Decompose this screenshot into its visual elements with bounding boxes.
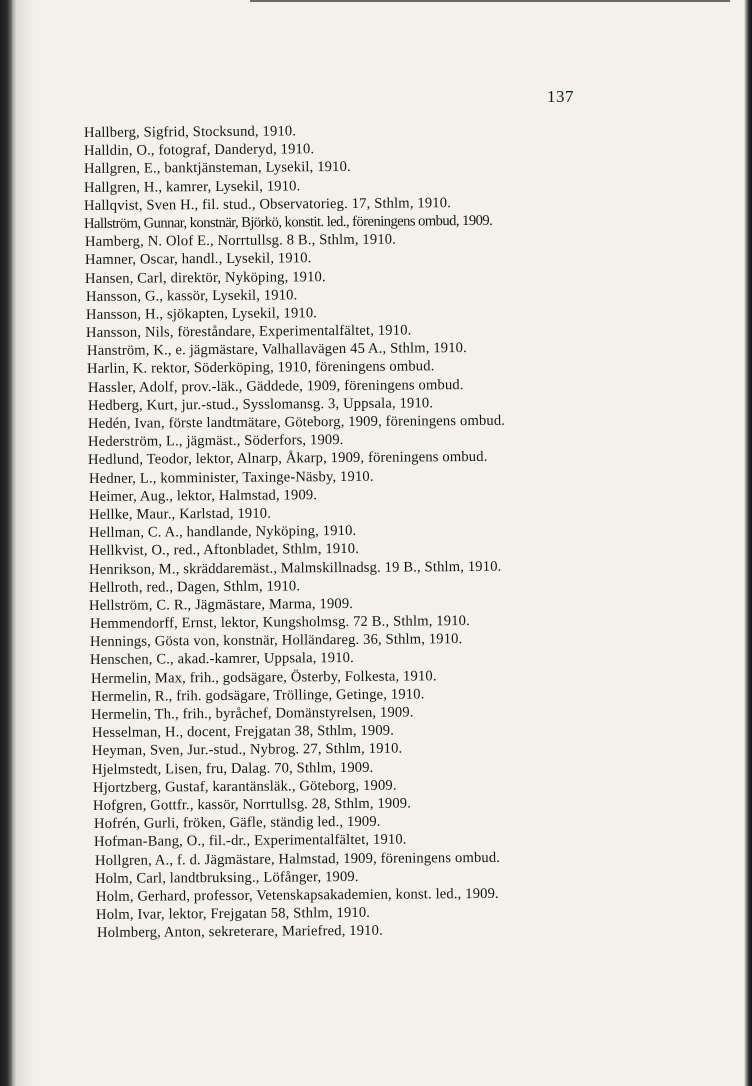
member-entry: Hermelin, R., frih. godsägare, Tröllinge, Getinge, 1910. xyxy=(90,686,425,705)
member-entry: Hermelin, Max, frih., godsägare, Österby, Folkesta, 1910. xyxy=(90,667,437,687)
member-entry: Hansson, Nils, föreståndare, Experimentalfältet, 1910. xyxy=(85,322,412,342)
member-entry: Hederström, L., jägmäst., Söderfors, 1909. xyxy=(87,432,344,451)
member-entry: Hallqvist, Sven H., fil. stud., Observatorieg. 17, Sthlm, 1910. xyxy=(83,194,452,214)
member-entry: Hedberg, Kurt, jur.-stud., Sysslomansg. 3, Uppsala, 1910. xyxy=(87,395,434,414)
member-entry: Hallgren, H., kamrer, Lysekil, 1910. xyxy=(83,177,301,196)
member-entry: Holm, Ivar, lektor, Frejgatan 58, Sthlm, 1910. xyxy=(95,904,371,924)
member-entry: Holmberg, Anton, sekreterare, Mariefred, 1910. xyxy=(96,923,383,942)
member-entry: Harlin, K. rektor, Söderköping, 1910, föreningens ombud. xyxy=(86,358,435,378)
member-entry: Hellkvist, O., red., Aftonbladet, Sthlm, 1910. xyxy=(88,541,360,560)
member-entry: Holm, Gerhard, professor, Vetenskapsakademien, konst. led., 1909. xyxy=(95,885,499,905)
member-entry: Hjortzberg, Gustaf, karantänsläk., Göteborg, 1909. xyxy=(92,777,397,796)
member-entry: Hellroth, red., Dagen, Sthlm, 1910. xyxy=(88,578,301,596)
member-entry: Hassler, Adolf, prov.-läk., Gäddede, 1909, föreningens ombud. xyxy=(87,376,464,396)
member-entry: Heyman, Sven, Jur.-stud., Nybrog. 27, Sthlm, 1910. xyxy=(91,740,403,760)
member-entry: Hofrén, Gurli, fröken, Gäfle, ständig led., 1909. xyxy=(93,813,381,833)
member-entry: Hedlund, Teodor, lektor, Alnarp, Åkarp, 1909, föreningens ombud. xyxy=(87,449,488,469)
member-entry: Hallström, Gunnar, konstnär, Björkö, konstit. led., föreningens ombud, 1909. xyxy=(83,212,493,232)
member-entry: Hofman-Bang, O., fil.-dr., Experimentalfältet, 1910. xyxy=(93,831,407,851)
member-entry: Hollgren, A., f. d. Jägmästare, Halmstad, 1909, föreningens ombud. xyxy=(94,849,501,869)
member-entry: Hedén, Ivan, förste landtmätare, Göteborg, 1909, föreningens ombud. xyxy=(87,412,506,432)
member-entry: Henrikson, M., skräddaremäst., Malmskillnadsg. 19 B., Sthlm, 1910. xyxy=(88,558,502,578)
member-entry: Hansen, Carl, direktör, Nyköping, 1910. xyxy=(84,268,326,287)
member-entry: Hamner, Oscar, handl., Lysekil, 1910. xyxy=(84,250,312,269)
member-entry: Hansson, G., kassör, Lysekil, 1910. xyxy=(85,287,298,305)
member-entry: Heimer, Aug., lektor, Halmstad, 1909. xyxy=(88,486,318,505)
member-entry: Hellke, Maur., Karlstad, 1910. xyxy=(88,505,272,523)
top-edge-line xyxy=(250,0,730,2)
member-entry: Hamberg, N. Olof E., Norrtullsg. 8 B., Sthlm, 1910. xyxy=(84,231,397,251)
member-entry: Hansson, H., sjökapten, Lysekil, 1910. xyxy=(85,305,318,323)
member-entry: Hallgren, E., banktjänsteman, Lysekil, 1910. xyxy=(83,159,351,178)
member-entry: Hemmendorff, Ernst, lektor, Kungsholmsg. 72 B., Sthlm, 1910. xyxy=(89,613,470,633)
right-page-edge xyxy=(744,0,752,1086)
member-entry: Hellström, C. R., Jägmästare, Marma, 1909. xyxy=(88,595,354,614)
member-entry: Hallberg, Sigfrid, Stocksund, 1910. xyxy=(83,123,297,141)
member-entry: Holm, Carl, landtbruksing., Löfånger, 1909. xyxy=(94,868,359,887)
member-entry: Hennings, Gösta von, konstnär, Holländareg. 36, Sthlm, 1910. xyxy=(89,631,463,651)
member-entry: Hofgren, Gottfr., kassör, Norrtullsg. 28, Sthlm, 1909. xyxy=(92,795,412,814)
member-entry: Halldin, O., fotograf, Danderyd, 1910. xyxy=(83,141,315,160)
page-number: 137 xyxy=(547,87,574,106)
binding-shadow xyxy=(14,0,34,1086)
member-entry: Hesselman, H., docent, Frejgatan 38, Sthlm, 1909. xyxy=(91,722,395,742)
member-list xyxy=(84,124,644,942)
member-entry: Hermelin, Th., frih., byråchef, Domänstyrelsen, 1909. xyxy=(90,704,414,723)
member-entry: Hanström, K., e. jägmästare, Valhallavägen 45 A., Sthlm, 1910. xyxy=(86,340,467,360)
member-entry: Hellman, C. A., handlande, Nyköping, 1910. xyxy=(88,523,357,542)
member-entry: Hedner, L., komminister, Taxinge-Näsby, 1910. xyxy=(88,468,374,487)
member-entry: Henschen, C., akad.-kamrer, Uppsala, 1910. xyxy=(89,650,354,669)
member-entry: Hjelmstedt, Lisen, fru, Dalag. 70, Sthlm, 1909. xyxy=(91,759,374,778)
